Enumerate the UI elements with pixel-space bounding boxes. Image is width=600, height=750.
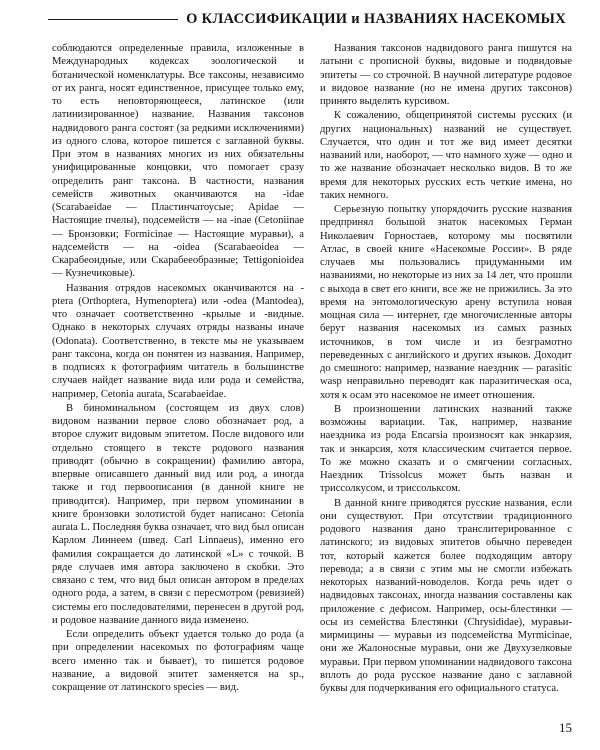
paragraph: В произношении латинских названий также возможны вариации. Так, например, название наездника из рода Encarsia произносят как энкарзия, так и энкарсия, хотя классическим считается первое. То же можно сказать и о смягчении согласных. Наездник Trissolcus может быть назван и триссолкусом, и триссольксом. (320, 403, 572, 495)
paragraph: соблюдаются определенные правила, изложенные в Международных кодексах зоологической и ботанической номенклатуры. Все таксоны, независимо от их ранга, носят единственное, присущее только ему, то есть неповторяющееся, латинское (или латинизированное) название. Названия таксонов надвидового ранга состоят (за редкими исключениями) из одного слова, которое пишется с заглавной буквы. При этом в названиях многих из них обязательны унифицированные концовки, что помогает сразу определить ранг таксона. В частности, названия семейств животных оканчиваются на -idae (Scarabaeidae — Пластинчатоусые; Apidae — Настоящие пчелы), подсемейств — на -inae (Cetoniinae — Бронзовки; Formicinae — Настоящие муравьи), а надсемейств — на -oidea (Scarabaeoidea — Скарабеоидные, или Скарабееобразные; Tettigonioidea — Кузнечиковые). (52, 43, 304, 280)
paragraph: Серьезную попытку упорядочить русские названия предпринял большой знаток насекомых Герман Николаевич Горностаев, которому мы посвятили Атлас, в своей книге «Насекомые России». В ряде случаев мы пользовались придуманными им названиями, но некоторые из них за 14 лет, что прошли с выхода в свет его книги, все же не прижились. За это время на энтомологическую арену вступила новая мощная сила — интернет, где многочисленные авторы берут названия насекомых из самых разных источников, в том числе и из безграмотно переведенных с английского и других языков. Доходит до смешного: например, название наездник — parasitic wasp неправильно переводят как паразитическая оса, хотя к осам это насекомое не имеет отношения. (320, 204, 572, 401)
paragraph: Если определить объект удается только до рода (а при определении насекомых по фотографиям чаще всего именно так и бывает), то пишется родовое название, а видовой эпитет заменяется на sp., сокращение от латинского species — вид. (52, 629, 304, 693)
paragraph: В данной книге приводятся русские названия, если они существуют. При отсутствии традиционного родового названия дано транслитерированное с латинского; из видовых эпитетов обычно переведен тот, который кажется более подходящим автору перевода; а в связи с этим мы не смогли избежать некоторых названий-новоделов. Когда речь идет о надвидовых таксонах, иногда названия составлены как приложение с дефисом. Например, осы-блестянки — осы из семейства Блестянки (Chrysididae), муравьи-мирмицины — муравьи из подсемейства Myrmicinae, они же Жалоносные муравьи, они же Двухузелковые муравьи. При первом упоминании надвидового таксона вплоть до рода русское название дано с заглавной буквы для подчеркивания его официального статуса. (320, 497, 572, 694)
chapter-title: О КЛАССИФИКАЦИИ и НАЗВАНИЯХ НАСЕКОМЫХ (186, 10, 566, 27)
paragraph: В биноминальном (состоящем из двух слов) видовом названии первое слово обозначает род, а второе служит видовым эпитетом. После видового или отдельно стоящего в тексте родового названия приводят (обычно в сокращении) фамилию автора, впервые описавшего данный вид или род, а иногда также и год первоописания (в данной книге не приводится). Например, при первом упоминании в книге бронзовки золотистой будет написано: Cetonia aurata L. Последняя буква означает, что вид был описан Карлом Линнеем (швед. Carl Linnaeus), именно его фамилия сокращается до латинской «L» с точкой. В ряде случаев имя автора заключено в скобки. Это связано с тем, что вид был описан автором в пределах одного рода, а затем, в связи с пересмотром (ревизией) системы его последователями, перенесен в другой род, и родовое название данного вида изменено. (52, 402, 304, 626)
left-column (52, 42, 304, 695)
paragraph: К сожалению, общепринятой системы русских (и других национальных) названий не существует. Случается, что один и тот же вид имеет десятки названий или, наоборот, — что намного хуже — одно и то же название обозначает несколько видов. В то же время для некоторых русских есть четкие имена, но таких немного. (320, 110, 572, 201)
header-rule (48, 19, 178, 20)
running-header (48, 8, 566, 30)
text-columns (52, 42, 572, 695)
paragraph: Названия отрядов насекомых оканчиваются на -ptera (Orthoptera, Hymenoptera) или -odea (Mantodea), что означает соответственно -крылые и -видные. Однако в некоторых случаях отряды названы иначе (Odonata). Соответственно, в тексте мы не указываем ранг таксона, когда он понятен из названия. Например, в подписях к фотографиям читатель в большинстве случаев найдет название вида или рода и семейства, например, Cetonia aurata, Scarabaeidae. (52, 282, 304, 400)
page-number: 15 (559, 720, 572, 735)
right-column (320, 42, 572, 695)
paragraph: Названия таксонов надвидового ранга пишутся на латыни с прописной буквы, видовые и подвидовые эпитеты — со строчной. В научной литературе родовое и видовое название (но не имена других таксонов) принято выделять курсивом. (320, 43, 572, 107)
